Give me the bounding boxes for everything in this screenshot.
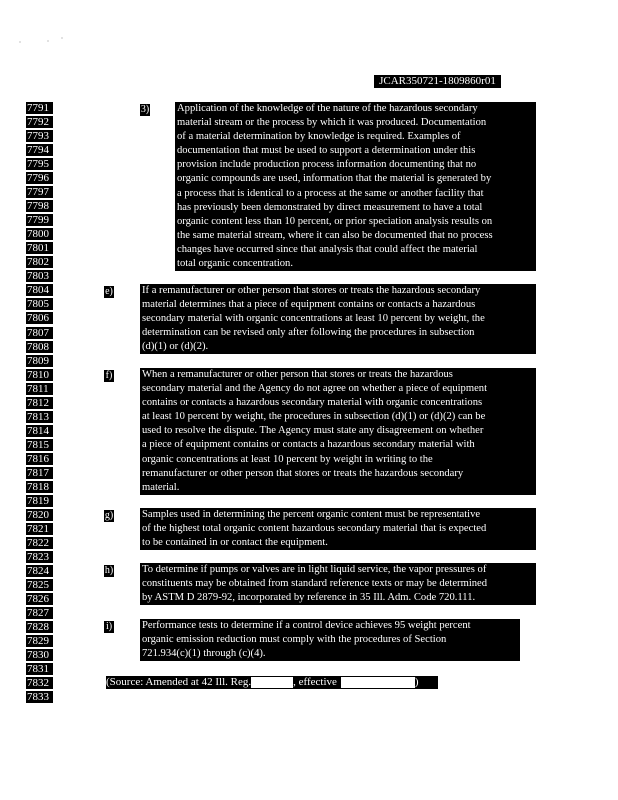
text-line: If a remanufacturer or other person that stores or treats the hazardous secondary [142, 285, 481, 296]
line-number: 7810 [26, 369, 53, 381]
text-line: by ASTM D 2879-92, incorporated by reference in 35 Ill. Adm. Code 720.111. [142, 592, 476, 604]
line-number: 7818 [26, 481, 53, 493]
text-line: Application of the knowledge of the nature of the hazardous secondary [177, 103, 478, 114]
line-number: 7791 [26, 102, 53, 114]
text-line: total organic concentration. [177, 258, 293, 270]
document-header-code: JCAR350721-1809860r01 [374, 75, 501, 88]
line-number: 7792 [26, 116, 53, 128]
paragraph-f [140, 368, 536, 495]
source-blank-date [341, 677, 415, 688]
line-number: 7815 [26, 439, 53, 451]
text-line: When a remanufacturer or other person that stores or treats the hazardous [142, 369, 453, 380]
line-number: 7814 [26, 425, 53, 437]
line-number: 7795 [26, 158, 53, 170]
source-blank-register [251, 677, 293, 688]
text-line: material stream or the process by which it was produced. Documentation [177, 117, 487, 129]
text-line: To determine if pumps or valves are in light liquid service, the vapor pressures of [142, 564, 487, 575]
text-line: determination can be revised only after following the procedures in subsection [142, 327, 475, 339]
line-number: 7796 [26, 172, 53, 184]
line-number: 7812 [26, 397, 53, 409]
source-note [106, 676, 438, 689]
text-line: of a material determination by knowledge is required. Examples of [177, 131, 461, 143]
source-effective: , effective [293, 676, 337, 688]
text-line: changes have occurred since that analysis that could affect the material [177, 243, 478, 255]
line-number: 7821 [26, 523, 53, 535]
scan-speck-marks [18, 35, 68, 45]
paragraph-h [140, 563, 536, 605]
line-number: 7822 [26, 537, 53, 549]
text-line: secondary material and the Agency do not agree on whether a piece of equipment [142, 383, 488, 395]
text-line: (d)(1) or (d)(2). [142, 341, 209, 353]
text-line: organic compounds are used, information that the material is generated by [177, 173, 492, 185]
text-line: organic concentrations at least 10 percent by weight in writing to the [142, 453, 433, 465]
line-number: 7804 [26, 284, 53, 296]
line-number: 7794 [26, 144, 53, 156]
text-line: remanufacturer or other person that stores or treats the hazardous secondary [142, 467, 464, 479]
text-line: a piece of equipment contains or contacts a hazardous secondary material with [142, 439, 475, 451]
line-number: 7813 [26, 411, 53, 423]
line-number: 7798 [26, 200, 53, 212]
text-line: Performance tests to determine if a control device achieves 95 weight percent [142, 620, 471, 631]
line-number: 7823 [26, 551, 53, 563]
line-number: 7803 [26, 270, 53, 282]
line-number: 7799 [26, 214, 53, 226]
line-number: 7833 [26, 691, 53, 703]
text-line: has previously been demonstrated by direct measurement to have a total [177, 201, 483, 213]
text-line: secondary material with organic concentrations at least 10 percent by weight, the [142, 313, 485, 325]
paragraph-e [140, 284, 536, 354]
line-number: 7801 [26, 242, 53, 254]
line-number: 7805 [26, 298, 53, 310]
line-number: 7800 [26, 228, 53, 240]
marker-item-e: e) [105, 286, 113, 297]
marker-item-g: g) [104, 510, 114, 521]
line-number: 7809 [26, 355, 53, 367]
text-line: of the highest total organic content hazardous secondary material that is expected [142, 523, 487, 535]
line-number: 7832 [26, 677, 53, 689]
line-number: 7808 [26, 341, 53, 353]
text-line: constituents may be obtained from standard reference texts or may be determined [142, 578, 488, 590]
text-line: material. [142, 481, 180, 493]
text-line: used to resolve the dispute. The Agency must state any disagreement on whether [142, 425, 484, 437]
text-line: the same material stream, where it can also be documented that no process [177, 229, 493, 241]
source-suffix: ) [414, 676, 419, 688]
line-number: 7830 [26, 649, 53, 661]
line-number: 7820 [26, 509, 53, 521]
source-prefix: (Source: Amended at 42 Ill. Reg. [106, 676, 252, 688]
text-line: at least 10 percent by weight, the procedures in subsection (d)(1) or (d)(2) can be [142, 411, 486, 423]
text-line: organic emission reduction must comply with the procedures of Section [142, 634, 447, 646]
paragraph-3 [175, 102, 536, 271]
line-number: 7826 [26, 593, 53, 605]
line-number: 7817 [26, 467, 53, 479]
line-number: 7811 [26, 383, 53, 395]
text-line: to be contained in or contact the equipment. [142, 537, 328, 549]
text-line: organic content less than 10 percent, or prior speciation analysis results on [177, 215, 493, 227]
line-number: 7816 [26, 453, 53, 465]
text-line: documentation that must be used to support a determination under this [177, 145, 476, 157]
paragraph-g [140, 508, 536, 550]
line-number: 7793 [26, 130, 53, 142]
text-line: a process that is identical to a process at the same or another facility that [177, 187, 484, 199]
line-number: 7819 [26, 495, 53, 507]
text-line: Samples used in determining the percent organic content must be representative [142, 509, 481, 520]
line-number: 7828 [26, 621, 53, 633]
marker-item-f: f) [105, 370, 113, 381]
marker-item-i: i) [105, 621, 113, 632]
text-line: provision include production process information documenting that no [177, 159, 477, 171]
paragraph-i [140, 619, 520, 661]
marker-item-h: h) [104, 565, 114, 576]
text-line: material determines that a piece of equipment contains or contacts a hazardous [142, 299, 476, 311]
line-number: 7825 [26, 579, 53, 591]
marker-item-3: 3) [140, 104, 150, 115]
line-number: 7831 [26, 663, 53, 675]
line-number: 7807 [26, 327, 53, 339]
line-number: 7829 [26, 635, 53, 647]
line-number: 7827 [26, 607, 53, 619]
line-number: 7802 [26, 256, 53, 268]
text-line: contains or contacts a hazardous secondary material with organic concentrations [142, 397, 483, 409]
text-line: 721.934(c)(1) through (c)(4). [142, 648, 266, 660]
line-number: 7806 [26, 312, 53, 324]
line-number: 7824 [26, 565, 53, 577]
line-number: 7797 [26, 186, 53, 198]
